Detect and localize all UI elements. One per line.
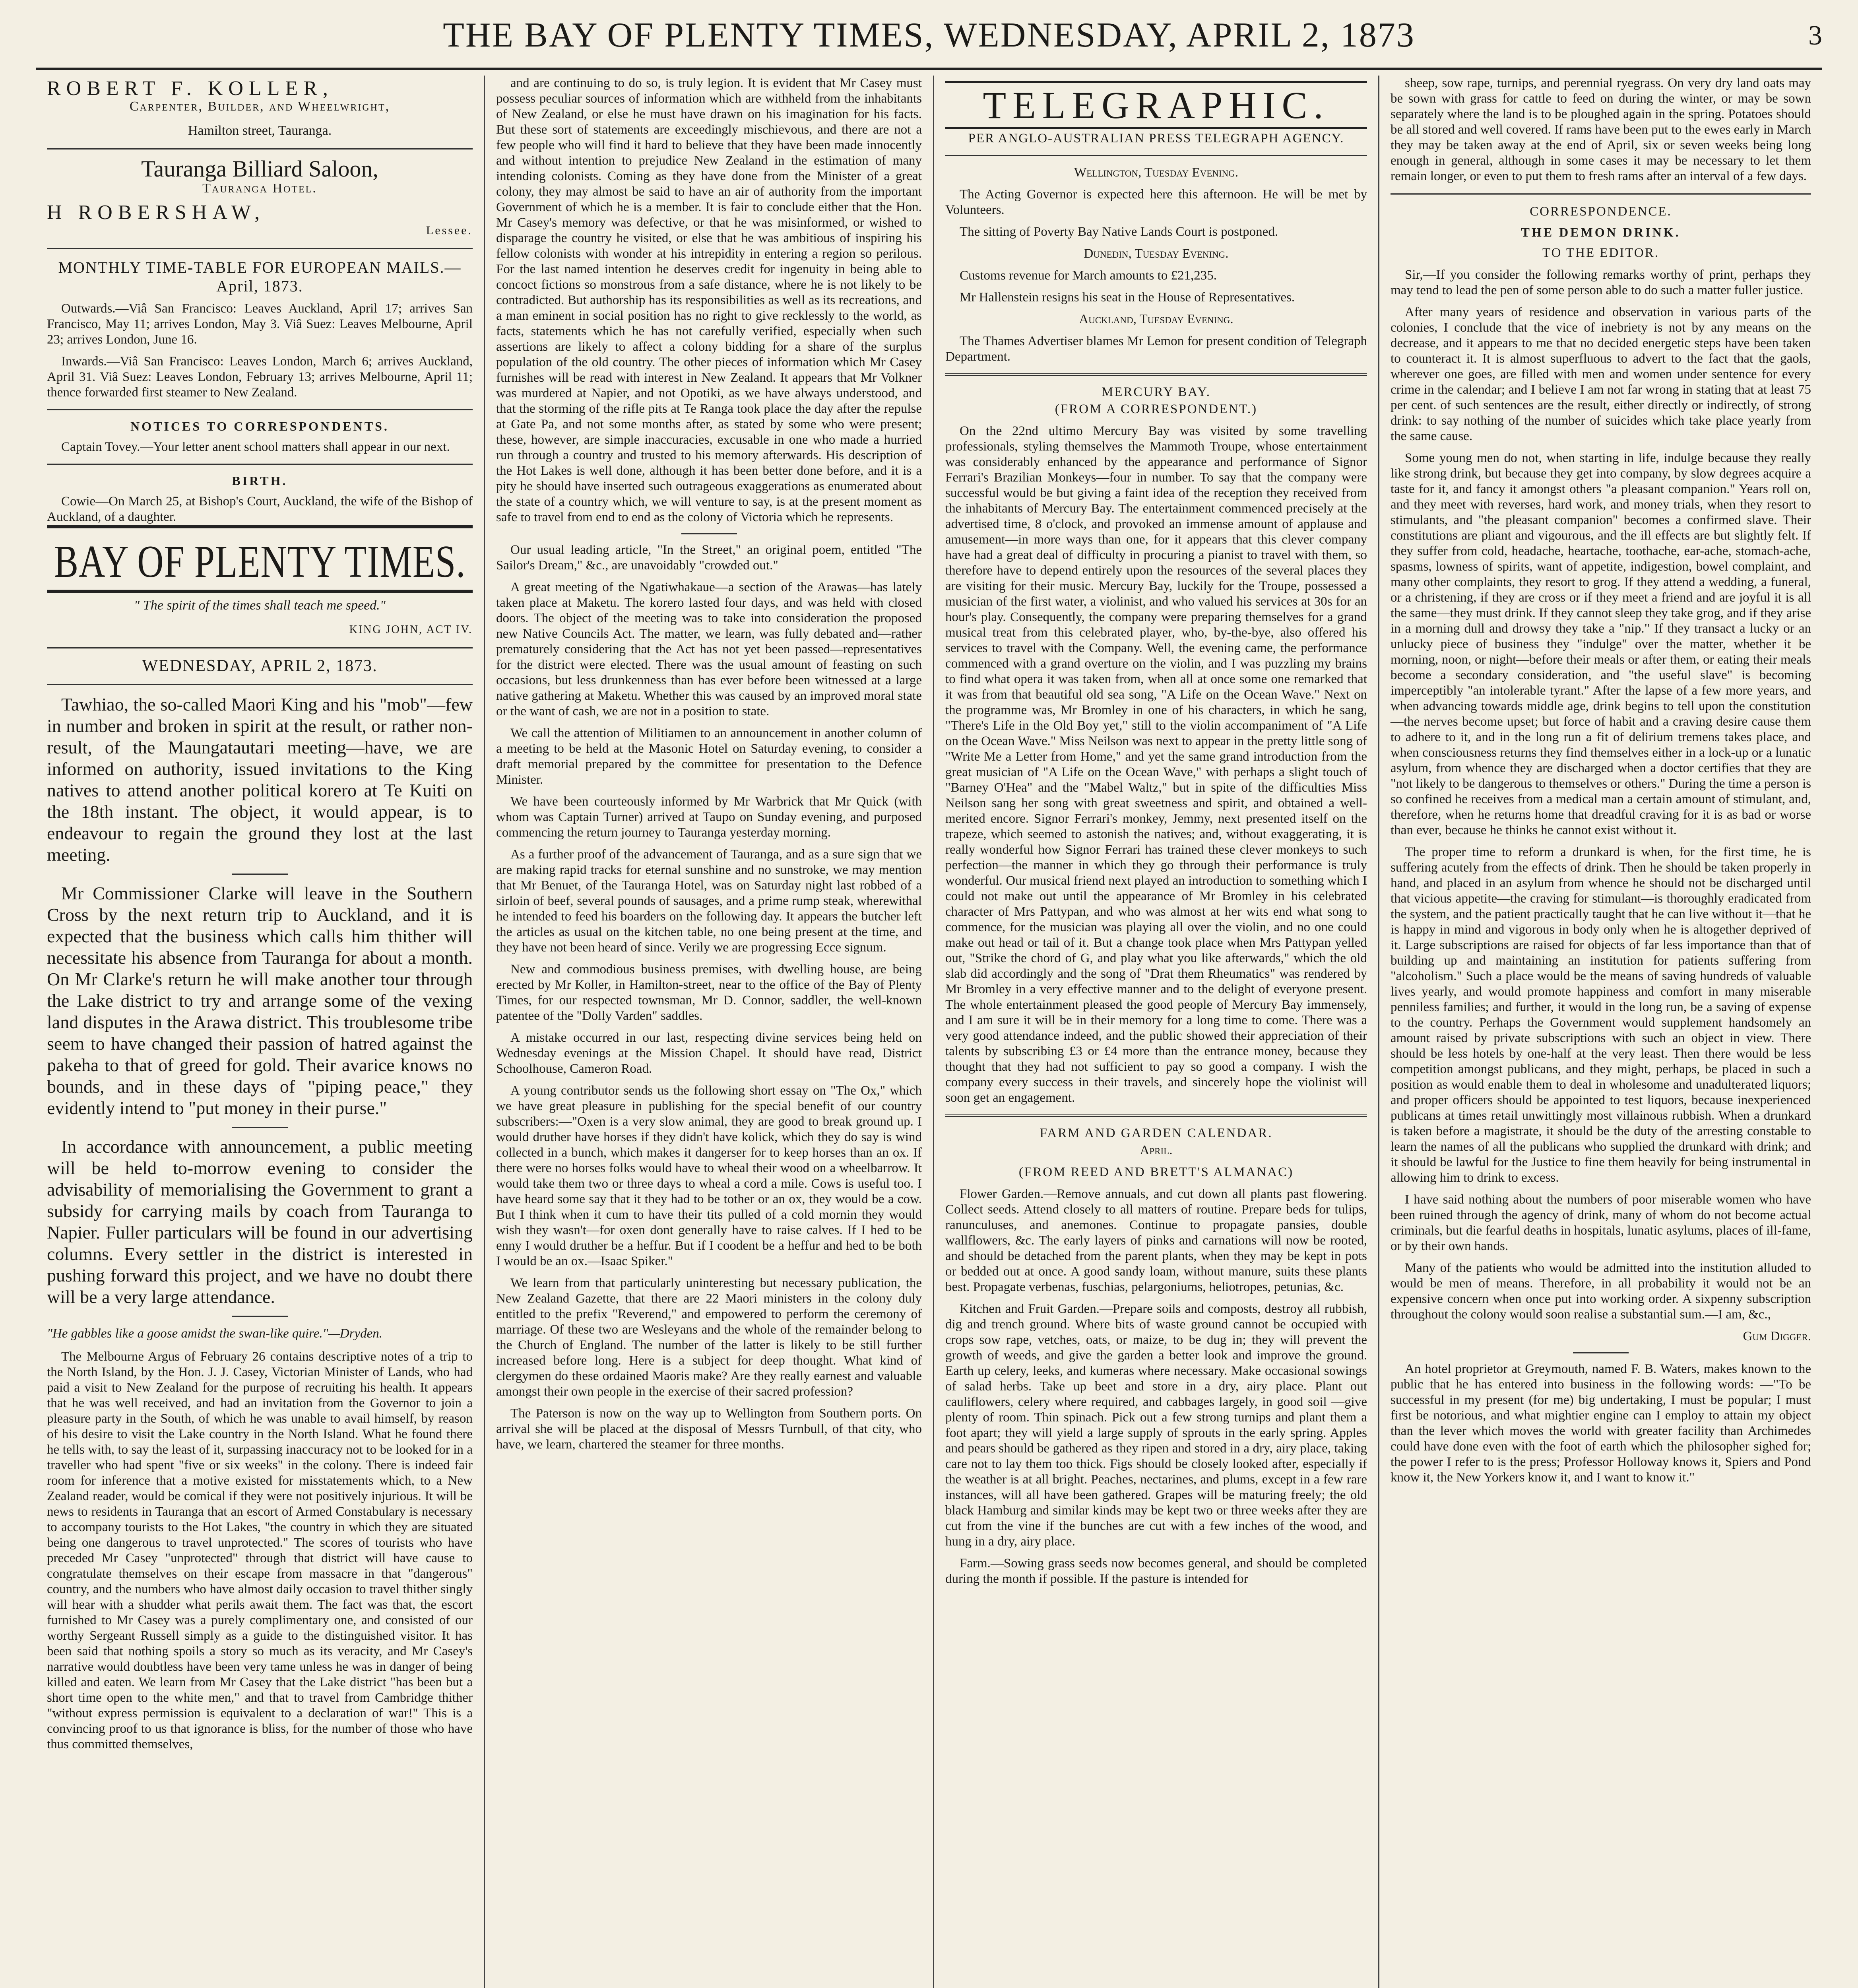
telegram-text: Mr Hallenstein resigns his seat in the House of Representatives. bbox=[960, 290, 1295, 305]
letter-signature: Gum Digger. bbox=[1743, 1329, 1811, 1343]
telegram-dateline: Wellington, Tuesday Evening. bbox=[1074, 165, 1239, 180]
rule bbox=[945, 373, 1367, 376]
dateline: WEDNESDAY, APRIL 2, 1873. bbox=[142, 657, 378, 675]
column-3 bbox=[934, 76, 1379, 1988]
separator bbox=[232, 1316, 288, 1317]
notices bbox=[47, 419, 473, 455]
masthead-rule bbox=[36, 68, 1822, 70]
farm-garden-source: (FROM REED AND BRETT'S ALMANAC) bbox=[1018, 1165, 1294, 1179]
article-tawhiao: Tawhiao, the so-called Maori King and his "mob"—few in number and broken in spirit at the result, or rather non-result, of the Maungatautari meeting—have, we are informed on authority, issued invitations to the King natives to attend another political korero at Te Kuiti on the 18th instant. The object, it would appear, is to endeavour to regain the ground they lost at the last meeting. bbox=[47, 694, 473, 865]
ad-koller-trade: Carpenter, Builder, and Wheelwright, bbox=[129, 99, 390, 114]
birth-notice bbox=[47, 474, 473, 525]
farm-garden-heading: FARM AND GARDEN CALENDAR. bbox=[1040, 1126, 1273, 1140]
timetable-outwards: Outwards.—Viâ San Francisco: Leaves Auckland, April 17; arrives San Francisco, May 11; arrives London, May 3. Viâ Suez: Leaves Melbourne, April 23; arrives London, June 16. bbox=[47, 301, 473, 347]
rule bbox=[47, 248, 473, 249]
article-paterson: The Paterson is now on the way up to Wellington from Southern ports. On arrival she will be placed at the disposal of Messrs Turnbull, of that city, who have, we learn, chartered the steamer for three months. bbox=[496, 1406, 922, 1452]
farm-text: Farm.—Sowing grass seeds now becomes general, and should be completed during the month if possible. If the pasture is intended for bbox=[945, 1556, 1367, 1586]
notices-heading: NOTICES TO CORRESPONDENTS. bbox=[130, 419, 389, 433]
telegram-dateline: Auckland, Tuesday Evening. bbox=[1079, 312, 1233, 326]
letter-to-editor: TO THE EDITOR. bbox=[1542, 246, 1660, 260]
farm-garden-month: April. bbox=[1140, 1143, 1173, 1157]
notices-text: Captain Tovey.—Your letter anent school matters shall appear in our next. bbox=[61, 440, 450, 454]
article-public-meeting: In accordance with announcement, a public meeting will be held to-morrow evening to consider the advisability of memorialising the Government to grant a subsidy for carrying mails by coach from Tauranga to Napier. Fuller particulars will be found in our advertising columns. Every settler in the district is interested in pushing forward this project, and we have no doubt there will be a very large attendance. bbox=[47, 1136, 473, 1307]
article-koller-premises: New and commodious business premises, with dwelling house, are being erected by Mr Koller, in Hamilton-street, near to the office of the Bay of Plenty Times, for our respected townsman, Mr D. Connor, saddler, the well-known patentee of the "Dolly Varden" saddles. bbox=[496, 962, 922, 1023]
timetable-heading: MONTHLY TIME-TABLE FOR EUROPEAN MAILS.—April, 1873. bbox=[58, 258, 462, 295]
article-greymouth-hotel: An hotel proprietor at Greymouth, named F. B. Waters, makes known to the public that he has entered into business in the following words: —"To be successful in my present (for me) big undertaking, I must be popular; I must first be notorious, and what mightier engine can I employ to attain my object than the lever which moves the world with greater facility than Archimedes could have done even with the foot of earth which the philosopher sighed for; the power I refer to is the press; Professor Holloway knows it, Spiers and Pond know it, the New Yorkers know it, and I want to know it." bbox=[1391, 1362, 1811, 1485]
ad-koller-name: ROBERT F. KOLLER, bbox=[47, 77, 334, 100]
ad-billiard-lessee: Lessee. bbox=[426, 224, 473, 237]
article-tauranga-hotel: As a further proof of the advancement of Tauranga, and as a sure sign that we are making rapid tracks for eternal sunshine and no sunstroke, we may mention that Mr Benuet, of the Tauranga Hotel, was on Saturday night last robbed of a sirloin of beef, several pounds of sausages, and a prime rump steak, wherewithal he intended to feed his boarders on the following day. It appears the butcher left the articles as usual on the kitchen table, no one being present at the time, and they have not been heard of since. Verily we are progressing Ecce signum. bbox=[496, 847, 922, 955]
kitchen-garden-text: Kitchen and Fruit Garden.—Prepare soils and composts, destroy all rubbish, dig and trench ground. Where bits of waste ground cannot be occupied with crops sow rape, vetches, oats, or maize, to be dug in; they will prevent the growth of weeds, and give the garden a better look and improve the ground. Earth up celery, leeks, and kumeras where necessary. Make occasional sowings of salad herbs. Take up beet and store in a dry, airy place. Plant out cauliflowers, celery where required, and cabbages largely, in good soil —give plenty of room. Thin spinach. Pick out a few strong turnips and plant them a foot apart; they will yield a large supply of sprouts in the early spring. Apples and pears should be gathered as they ripen and stored in a dry, airy place, taking care not to lay them too thick. Figs should be closely looked after, especially if the weather is at all bright. Peaches, nectarines, and plums, except in a few rare instances, will all have been gathered. Grapes will be maturing freely; the old black Hamburg and similar kinds may be kept two or three weeks after they are cut from the vine if the bunches are cut with a few inches of the wood, and hung in a dry, airy place. bbox=[945, 1302, 1367, 1549]
article-warbrick: We have been courteously informed by Mr Warbrick that Mr Quick (with whom was Captain Turner) arrived at Taupo on Sunday evening, and purposed commencing the return journey to Tauranga yesterday morning. bbox=[496, 794, 922, 840]
letter-text: After many years of residence and observation in various parts of the colonies, I conclude that the vice of inebriety is not by any means on the decrease, and it appears to me that no decided energetic steps have been taken to counteract it. It is almost superfluous to advert to the fact that the gaols, wherever one goes, are filled with men and women under sentence for every crime in the calendar; and I believe I am not far wrong in stating that at least 75 per cent. of such sentences are the result, either directly or indirectly, of strong drink: to say nothing of the number of suicides which take place yearly from the same cause. bbox=[1391, 305, 1811, 443]
column-1 bbox=[36, 76, 485, 1988]
article-ngatiwhakaue: A great meeting of the Ngatiwhakaue—a section of the Arawas—has lately taken place at Maketu. The korero lasted four days, and was held with closed doors. The object of the meeting was to take into consideration the proposed new Native Councils Act. The matter, we learn, was fully debated and—rather prematurely considering that the Act has not yet been passed—representatives for the district were elected. There was the usual amount of feasting on such occasions, but less drunkenness than has ever before been witnessed at a large native gathering at Maketu. Whether this was caused by an improved moral state or the want of cash, we are not in a position to state. bbox=[496, 580, 922, 718]
telegram-text: The Thames Advertiser blames Mr Lemon for present condition of Telegraph Department. bbox=[945, 334, 1367, 364]
mercury-bay-heading: MERCURY BAY. bbox=[1101, 385, 1211, 399]
telegram-text: Customs revenue for March amounts to £21,235. bbox=[960, 268, 1217, 283]
article-casey-continued: and are continuing to do so, is truly legion. It is evident that Mr Casey must possess peculiar sources of information which are withheld from the inhabitants of New Zealand, or else he must have drawn on his imagination for his facts. But these sort of statements are exceedingly mischievous, and there are not a few people who will find it hard to believe that they have been made innocently and without intention to prejudice New Zealand in the estimation of many intending colonists. Coming as they have done from the Minister of a great colony, they may almost be said to have an air of authority from the important Government of which he is a member. It is fair to conclude either that the Hon. Mr Casey's memory was defective, or that he was misinformed, or wished to disparage the country he visited, or else that he was ambitious of inspiring his fellow colonists with wonder at his intrepidity in entering a region so perilous. For the last named intention he deserves credit for ingenuity in being able to concoct fictions so monstrous from a safe distance, where he is not likely to be contradicted. But authorship has its responsibilities as well as its recreations, and a man eminent in social position has no right to give recklessly to the world, as facts, statements which he has not carefully verified, especially when such assertions are likely to affect a colony bidding for a share of the surplus population of the old country. The other pieces of information which Mr Casey furnishes will be read with interest in New Zealand. It appears that Mr Volkner was murdered at Napier, and not Opotiki, as we have always understood, and that the storming of the rifle pits at Te Ranga took place the day after the repulse at Gate Pa, and not some months after, as stated by some who were present; these, however, are simple inaccuracies, excusable in one who made a hurried run through a country and trusted to his memory afterwards. His description of the Hot Lakes is well done, although it has been better done before, and it is a pity he should have inserted such outrageous exaggerations as enumerated about the state of a country which, we will venture to say, is at the present moment as safe to travel from end to end as the colony of Victoria which he represents. bbox=[496, 76, 922, 524]
article-the-ox: A young contributor sends us the following short essay on "The Ox," which we have great pleasure in publishing for the special benefit of our country subscribers:—"Oxen is a very slow animal, they are good to break ground up. I would druther have horses if they didn't have kolick, which they do say is wind collected in a bunch, which makes it dangerser for to keep horses than an ox. If there were no horses folks would have to wheal their wood on a wheelbarrow. It would take them two or three days to wheal a cord a mile. Cows is useful too. I have heard some say that it they had to be tother or an ox, they would be a cow. But I think when it cum to have their tits pulled of a cold mornin they would wish they wasn't—for oxen dont generally have to raise calves. If I hed to be enny I would druther be a heffur. But if I coodent be a heffur and hed to be both I would be an ox.—Isaac Spiker." bbox=[496, 1083, 922, 1268]
separator bbox=[232, 1127, 288, 1128]
column-2 bbox=[485, 76, 934, 1988]
separator bbox=[232, 874, 288, 875]
columns bbox=[36, 76, 1822, 1988]
rule bbox=[47, 684, 473, 685]
motto: " The spirit of the times shall teach me speed." bbox=[134, 598, 386, 613]
paper-title: BAY OF PLENTY TIMES. bbox=[47, 525, 473, 593]
farm-text-continued: sheep, sow rape, turnips, and perennial ryegrass. On very dry land oats may be sown with grass for cattle to feed on during the winter, or may be sown separately where the land is to be ploughed again in the spring. Potatoes should be all stored and well covered. If rams have been put to the ewes early in March they may be taken away at the end of April, six or seven weeks being long enough in general, although in some cases it may be necessary to let them remain longer, or even to put them to fresh rams after an interval of a few days. bbox=[1391, 76, 1811, 183]
rule bbox=[47, 647, 473, 648]
separator bbox=[681, 533, 737, 534]
motto-attribution: KING JOHN, ACT IV. bbox=[349, 623, 473, 636]
rule bbox=[1391, 193, 1811, 195]
rule bbox=[47, 464, 473, 465]
telegraphic-agency: PER ANGLO-AUSTRALIAN PRESS TELEGRAPH AGENCY. bbox=[968, 131, 1344, 146]
letter-text: The proper time to reform a drunkard is when, for the first time, he is suffering acutely from the effects of drink. Then he should be taken properly in hand, and placed in an asylum from whence he should not be discharged until that vicious appetite—the craving for stimulant—is thoroughly eradicated from the system, and the patient practically taught that he can live without it—that he is happy in mind and vigorous in body only when he is altogether deprived of it. Large subscriptions are raised for objects of far less importance than that of building up and maintaining an institution for patients suffering from "alcoholism." Such a place would be the means of saving hundreds of valuable lives yearly, and would promote happiness and comfort in many miserable penniless families; and further, it would in the long run, be a saving of expense to the country. Perhaps the Government would supplement handsomely an amount raised by private subscriptions with such an object in view. There should be less hotels by one-half at the very least. Then there would be less competition amongst publicans, and they might, perhaps, be placed in such a position as would enable them to deal in wholesome and unadulterated liquors; and proper officers should be appointed to test liquors, because inexperienced publicans at times retail unwittingly most villainous rubbish. When a drunkard is taken before a magistrate, it should be the duty of the arresting constable to learn the names of all the publicans who supplied the drunkard with drink; and it should be lawful for the Justice to fine them heavily for being instrumental in allowing him to drink to excess. bbox=[1391, 845, 1811, 1185]
mercury-bay-text: On the 22nd ultimo Mercury Bay was visited by some travelling professionals, styling themselves the Mammoth Troupe, whose entertainment was considerably enhanced by the appearance and performance of Signor Ferrari's Brazilian Monkeys—four in number. To say that the company were successful would be but giving a faint idea of the reception they received from the inhabitants of Mercury Bay. The entertainment commenced precisely at the advertised time, 8 o'clock, and provoked an immense amount of applause and amusement—in more ways than one, for it appears that this clever company have had a great deal of difficulty in procuring a pianist to travel with them, so therefore have to depend entirely upon the resources of the several places they are visiting for their music. Mercury Bay, luckily for the Troupe, possessed a musician of the first water, a violinist, and who valued his services at 30s for an hour's play. Consequently, the company were preparing themselves for a grand musical treat from this celebrated player, who, by-the-bye, also offered his services to travel with the Company. Well, the evening came, the performance commenced with a grand overture on the violin, and I was puzzling my brains to find what opera it was taken from, when all at once some one remarked that it was from that beautiful old sea song, "A Life on the Ocean Wave." Next on the programme was, Mr Bromley in one of his characters, in which he sang, "There's Life in the Old Boy yet," still to the violin accompaniment of "A Life on the Ocean Wave." Miss Neilson was next to appear in the pretty little song of "Write Me a Letter from Home," and yet the same grand introduction from the great musician of "A Life on the Ocean Wave," with perhaps a slight touch of "Barney O'Hea" and the "Mabel Waltz," but in spite of the difficulties Miss Neilson sang her song with great sweetness and spirit, and obtained a well-merited encore. Signor Ferrari's monkey, Jemmy, next presented itself on the trapeze, which seemed to astonish the natives; and, without exaggerating, it is really wonderful how Signor Ferrari has trained these clever monkeys to such perfection—the manner in which they go through their performance is truly wonderful. Our musical friend next played an introduction to something which I could not make out until the appearance of Mr Bromley in his celebrated character of Mrs Pattypan, and who was almost at her wits end what song to commence, for the musician was playing all over the violin, and no one could make out head or tail of it. But a change took place when Mrs Pattypan yelled out, "Strike the chord of G, and play what you like afterwards," which the old slab did accordingly and the song of "Drat them Rheumatics" was rendered by Mr Bromley in a very effective manner and to the delight of everyone present. The whole entertainment pleased the good people of Mercury Bay immensely, and I am sure it will be in their memory for a long time to come. There was a very good attendance indeed, and the public showed their appreciation of their talents by subscribing £3 or £4 more than the entrance money, because they thought that they had not sufficient to pay so good a company. I wish the company every success in their travels, and sincerely hope the violinist will soon get an engagement. bbox=[945, 424, 1367, 1105]
timetable bbox=[47, 258, 473, 400]
rule bbox=[945, 155, 1367, 156]
ad-koller-address: Hamilton street, Tauranga. bbox=[188, 123, 332, 138]
epigraph-quote: "He gabbles like a goose amidst the swan-like quire."—Dryden. bbox=[47, 1326, 383, 1341]
article-casey: The Melbourne Argus of February 26 contains descriptive notes of a trip to the North Island, by the Hon. J. J. Casey, Victorian Minister of Lands, who had paid a visit to New Zealand for the purpose of recruiting his health. It appears that he was well received, and had an invitation from the Governor to join a pleasure party in the South, of which he was unable to avail himself, by reason of his desire to visit the Lake country in the North Island. What he found there he tells with, to say the least of it, surpassing inaccuracy not to be looked for in a traveller who had spent "five or six weeks" in the colony. There is indeed fair room for inference that a motive existed for misstatements which, to a New Zealand reader, would be comical if they were not positively injurious. It will be news to residents in Tauranga that an escort of Armed Constabulary is necessary to accompany tourists to the Hot Lakes, "the country in which they are situated being one dangerous to travel unprotected." The scores of tourists who have preceded Mr Casey "unprotected" through that district will have cause to congratulate themselves on their escape from massacre in that "dangerous" country, and the numbers who have almost daily occasion to travel thither singly will hear with a shudder what perils await them. The fact was that, the escort furnished to Mr Casey was a purely complimentary one, and consisted of our worthy Sergeant Russell simply as a guide to the distinguished visitor. It has been said that nothing spoils a story so much as its veracity, and Mr Casey's narrative would doubtless have been very tame unless he was in danger of being killed and eaten. We learn from Mr Casey that the Lake district "has been but a short time open to the white men," and that to travel from Cambridge thither "without express permission is equivalent to a declaration of war!" This is a convincing proof to us that ignorance is bliss, for the number of those who have thus committed themselves, bbox=[47, 1349, 473, 1751]
flower-garden-text: Flower Garden.—Remove annuals, and cut down all plants past flowering. Collect seeds. Attend closely to all matters of routine. Prepare beds for tulips, ranunculuses, and anemones. Continue to propagate pansies, double wallflowers, &c. The early layers of pinks and carnations will now be rooted, and should be detached from the parent plants, when they may be kept in pots or bedded out at once. A good sandy loam, without manure, suits these plants best. Propagate verbenas, fuschias, pelargoniums, heliotropes, petunias, &c. bbox=[945, 1187, 1367, 1294]
telegram-text: The Acting Governor is expected here this afternoon. He will be met by Volunteers. bbox=[945, 187, 1367, 217]
rule bbox=[47, 148, 473, 149]
telegram-dateline: Dunedin, Tuesday Evening. bbox=[1084, 247, 1229, 261]
column-4 bbox=[1379, 76, 1822, 1988]
article-militiamen: We call the attention of Militiamen to an announcement in another column of a meeting to be held at the Masonic Hotel on Saturday evening, to consider a draft memorial prepared by the committee for presentation to the Defence Minister. bbox=[496, 726, 922, 787]
letter-text: Some young men do not, when starting in life, indulge because they really like strong drink, but because they get into company, by slow degrees acquire a taste for it, and fancy it amongst others "a pleasant companion." Years roll on, and they meet with reverses, hard work, and money trials, when they resort to stimulants, and "the pleasant companion" becomes a confirmed slave. Their constitutions are pliant and vigourous, and the ill effects are but slightly felt. If they suffer from cold, headache, heartache, toothache, ear-ache, stomach-ache, spasms, lowness of spirits, want of appetite, indigestion, bowel complaint, and many other complaints, they resort to grog. If they attend a wedding, a funeral, or a christening, if they are cross or if they meet a friend and are joyful it is all the same—they must drink. If they cannot sleep they take grog, and if they arise in a morning dull and drowsy they take a "nip." If they transact a lucky or an unlucky piece of business they "indulge" over the matter, whether it be morning, noon, or night—before their meals or after them, or eating their meals become a secondary consideration, and "the useful slave" is becoming imperceptibly "an intolerable tyrant." After the lapse of a few more years, and when advancing towards middle age, drink begins to tell upon the constitution—the nerves become upset; but force of habit and a craving desire cause them to adhere to it, and in the long run a fit of delirium tremens takes place, and when consciousness returns they find themselves either in a lock-up or a lunatic asylum, from whence they are discharged when a doctor certifies that they are "not likely to be dangerous to themselves or others." During the time a person is so confined he receives from a medical man a certain amount of stimulant, and, therefore, when he returns home that dreadful craving for it is as bad or worse than ever, because he thinks he cannot exist without it. bbox=[1391, 451, 1811, 837]
article-maori-ministers: We learn from that particularly uninteresting but necessary publication, the New Zealand Gazette, that there are 22 Maori ministers in the colony duly entitled to the prefix "Reverend," and empowered to perform the ceremony of marriage. Of these two are Wesleyans and the whole of the remainder belong to the Church of England. The number of the latter is likely to be still further increased before long. Here is a subject for deep thought. What kind of clergymen do these ordained Maoris make? Are they really earnest and valuable amongst their own people in the exercise of their sacred profession? bbox=[496, 1276, 922, 1399]
ad-billiard-hotel: Tauranga Hotel. bbox=[202, 181, 317, 196]
separator bbox=[1573, 1352, 1629, 1353]
letter-title: THE DEMON DRINK. bbox=[1521, 225, 1681, 239]
telegram-text: The sitting of Poverty Bay Native Lands Court is postponed. bbox=[960, 225, 1278, 239]
birth-text: Cowie—On March 25, at Bishop's Court, Auckland, the wife of the Bishop of Auckland, of a daughter. bbox=[47, 494, 473, 524]
masthead-title: THE BAY OF PLENTY TIMES, WEDNESDAY, APRIL 2, 1873 bbox=[443, 16, 1415, 54]
letter-text: Many of the patients who would be admitted into the institution alluded to would be men of means. Therefore, in all probability it would not be an expensive concern when once put into working order. A sixpenny subscription throughout the colony would soon realise a substantial sum.—I am, &c., bbox=[1391, 1261, 1811, 1322]
timetable-inwards: Inwards.—Viâ San Francisco: Leaves London, March 6; arrives Auckland, April 31. Viâ Suez: Leaves London, February 13; arrives Melbourne, April 11; thence forwarded first steamer to New Zealand. bbox=[47, 354, 473, 400]
letter-text: Sir,—If you consider the following remarks worthy of print, perhaps they may tend to lead the pen of some person able to do such a matter fuller justice. bbox=[1391, 268, 1811, 297]
ad-billiard-name: H ROBERSHAW, bbox=[47, 201, 266, 224]
rule bbox=[47, 409, 473, 410]
birth-heading: BIRTH. bbox=[232, 474, 288, 488]
mercury-bay-byline: (FROM A CORRESPONDENT.) bbox=[1055, 402, 1258, 416]
article-clarke: Mr Commissioner Clarke will leave in the Southern Cross by the next return trip to Auckland, and it is expected that the business which calls him thither will necessitate his absence from Tauranga for about a month. On Mr Clarke's return he will make another tour through the Lake district to try and arrange some of the vexing land disputes in the Arawa district. This troublesome tribe seem to have changed their passion of hatred against the pakeha to that of greed for gold. Their avarice knows no bounds, and in these days of "piping peace," they evidently intend to "put money in their purse." bbox=[47, 883, 473, 1118]
telegraphic-heading: TELEGRAPHIC. bbox=[945, 81, 1367, 129]
masthead bbox=[36, 8, 1822, 76]
rule bbox=[945, 1114, 1367, 1117]
letter-text: I have said nothing about the numbers of poor miserable women who have been ruined through the agency of drink, many of whom do not become actual criminals, but die fearful deaths in hospitals, lunatic asylums, places of ill-fame, or by their own hands. bbox=[1391, 1192, 1811, 1253]
article-crowded-out: Our usual leading article, "In the Street," an original poem, entitled "The Sailor's Dream," &c., are unavoidably "crowded out." bbox=[496, 543, 922, 573]
ad-billiard-title: Tauranga Billiard Saloon, bbox=[141, 156, 378, 182]
article-mistake: A mistake occurred in our last, respecting divine services being held on Wednesday evenings at the Mission Chapel. It should have read, District Schoolhouse, Cameron Road. bbox=[496, 1031, 922, 1076]
page-number: 3 bbox=[1808, 20, 1822, 51]
correspondence-heading: CORRESPONDENCE. bbox=[1530, 204, 1672, 219]
